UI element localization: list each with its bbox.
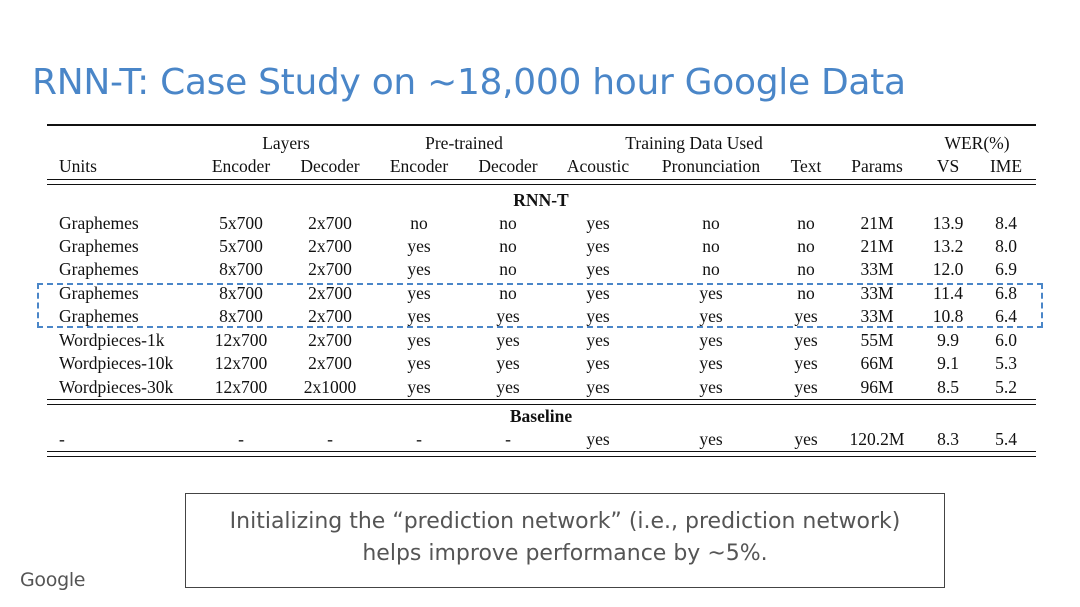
cell-pretrained-decoder: yes <box>496 306 520 326</box>
cell-wer-vs: 13.9 <box>932 213 964 233</box>
cell-params: 21M <box>860 213 894 233</box>
cell-params: 66M <box>860 353 894 373</box>
cell-units: Graphemes <box>59 306 139 326</box>
baseline-cell-pronunciation: yes <box>699 429 723 449</box>
cell-layers-decoder: 2x700 <box>308 236 352 256</box>
cell-pronunciation: yes <box>699 306 723 326</box>
column-header-pretrained-encoder: Encoder <box>389 156 449 176</box>
table-top-rule <box>47 124 1036 126</box>
cell-pretrained-encoder: yes <box>407 283 431 303</box>
cell-wer-vs: 9.1 <box>937 353 959 373</box>
cell-layers-decoder: 2x700 <box>308 259 352 279</box>
cell-pronunciation: yes <box>699 377 723 397</box>
cell-units: Wordpieces-30k <box>59 377 174 397</box>
column-header-text: Text <box>790 156 822 176</box>
cell-layers-encoder: 5x700 <box>219 213 263 233</box>
callout-box <box>185 493 945 588</box>
baseline-cell-pretrained-encoder: - <box>416 429 422 449</box>
cell-units: Wordpieces-10k <box>59 353 174 373</box>
cell-wer-vs: 12.0 <box>932 259 964 279</box>
cell-pretrained-decoder: no <box>499 283 517 303</box>
cell-text: no <box>797 283 815 303</box>
cell-wer-ime: 8.4 <box>995 213 1017 233</box>
cell-wer-ime: 6.8 <box>995 283 1017 303</box>
slide-title: RNN-T: Case Study on ~18,000 hour Google Data <box>32 62 906 103</box>
cell-pronunciation: no <box>702 213 720 233</box>
cell-text: no <box>797 259 815 279</box>
cell-params: 33M <box>860 283 894 303</box>
cell-acoustic: yes <box>586 306 610 326</box>
cell-pretrained-decoder: no <box>499 236 517 256</box>
column-header-layers-decoder: Decoder <box>300 156 360 176</box>
cell-wer-vs: 8.5 <box>937 377 959 397</box>
cell-pretrained-encoder: yes <box>407 259 431 279</box>
cell-text: yes <box>794 377 818 397</box>
cell-layers-decoder: 2x700 <box>308 306 352 326</box>
group-header-wer: WER(%) <box>944 133 1010 153</box>
cell-units: Wordpieces-1k <box>59 330 165 350</box>
cell-layers-decoder: 2x700 <box>308 353 352 373</box>
cell-wer-ime: 6.0 <box>995 330 1017 350</box>
baseline-cell-units: - <box>59 429 65 449</box>
cell-text: yes <box>794 353 818 373</box>
cell-pretrained-decoder: yes <box>496 353 520 373</box>
cell-layers-decoder: 2x700 <box>308 213 352 233</box>
highlight-dashed-box <box>37 283 1043 328</box>
cell-text: yes <box>794 306 818 326</box>
cell-acoustic: yes <box>586 259 610 279</box>
cell-units: Graphemes <box>59 236 139 256</box>
column-header-pronunciation: Pronunciation <box>661 156 761 176</box>
group-header-layers: Layers <box>262 133 310 153</box>
cell-acoustic: yes <box>586 353 610 373</box>
cell-acoustic: yes <box>586 330 610 350</box>
cell-text: no <box>797 213 815 233</box>
cell-layers-encoder: 12x700 <box>214 330 268 350</box>
column-header-params: Params <box>851 156 903 176</box>
cell-pretrained-encoder: yes <box>407 377 431 397</box>
column-header-wer-vs: VS <box>936 156 960 176</box>
cell-pronunciation: yes <box>699 330 723 350</box>
cell-layers-decoder: 2x1000 <box>303 377 357 397</box>
cell-pronunciation: no <box>702 259 720 279</box>
cell-pronunciation: yes <box>699 283 723 303</box>
section-baseline: Baseline <box>509 406 573 426</box>
cell-wer-ime: 5.2 <box>995 377 1017 397</box>
cell-pretrained-encoder: yes <box>407 236 431 256</box>
table-bottom-rule <box>47 451 1036 457</box>
cell-acoustic: yes <box>586 213 610 233</box>
cell-layers-encoder: 12x700 <box>214 377 268 397</box>
cell-pronunciation: no <box>702 236 720 256</box>
google-logo: Google <box>20 569 86 591</box>
cell-layers-encoder: 8x700 <box>219 259 263 279</box>
cell-params: 21M <box>860 236 894 256</box>
callout-line-2: helps improve performance by ~5%. <box>362 541 768 566</box>
group-header-training-data: Training Data Used <box>625 133 763 153</box>
cell-params: 33M <box>860 259 894 279</box>
baseline-cell-acoustic: yes <box>586 429 610 449</box>
column-header-layers-encoder: Encoder <box>211 156 271 176</box>
baseline-cell-params: 120.2M <box>849 429 905 449</box>
cell-pronunciation: yes <box>699 353 723 373</box>
cell-pretrained-encoder: no <box>410 213 428 233</box>
cell-wer-ime: 8.0 <box>995 236 1017 256</box>
cell-pretrained-decoder: yes <box>496 330 520 350</box>
cell-layers-encoder: 8x700 <box>219 283 263 303</box>
cell-wer-ime: 6.9 <box>995 259 1017 279</box>
cell-wer-ime: 5.3 <box>995 353 1017 373</box>
cell-pretrained-encoder: yes <box>407 353 431 373</box>
cell-pretrained-decoder: no <box>499 213 517 233</box>
cell-text: yes <box>794 330 818 350</box>
cell-pretrained-encoder: yes <box>407 330 431 350</box>
baseline-cell-layers-decoder: - <box>327 429 333 449</box>
cell-layers-encoder: 8x700 <box>219 306 263 326</box>
column-header-acoustic: Acoustic <box>566 156 630 176</box>
cell-pretrained-decoder: no <box>499 259 517 279</box>
cell-layers-decoder: 2x700 <box>308 330 352 350</box>
section-rnnt: RNN-T <box>513 190 569 210</box>
cell-wer-vs: 10.8 <box>932 306 964 326</box>
cell-wer-ime: 6.4 <box>995 306 1017 326</box>
baseline-cell-wer-vs: 8.3 <box>937 429 959 449</box>
cell-layers-decoder: 2x700 <box>308 283 352 303</box>
cell-params: 55M <box>860 330 894 350</box>
baseline-rule <box>47 399 1036 405</box>
cell-params: 96M <box>860 377 894 397</box>
cell-units: Graphemes <box>59 259 139 279</box>
cell-acoustic: yes <box>586 236 610 256</box>
baseline-cell-pretrained-decoder: - <box>505 429 511 449</box>
column-header-units: Units <box>59 156 97 176</box>
cell-units: Graphemes <box>59 213 139 233</box>
column-header-wer-ime: IME <box>989 156 1023 176</box>
baseline-cell-wer-ime: 5.4 <box>995 429 1017 449</box>
callout-line-1: Initializing the “prediction network” (i.e., prediction network) <box>229 509 901 534</box>
cell-pretrained-decoder: yes <box>496 377 520 397</box>
cell-wer-vs: 9.9 <box>937 330 959 350</box>
cell-wer-vs: 13.2 <box>932 236 964 256</box>
cell-layers-encoder: 12x700 <box>214 353 268 373</box>
cell-params: 33M <box>860 306 894 326</box>
column-header-pretrained-decoder: Decoder <box>478 156 538 176</box>
cell-acoustic: yes <box>586 377 610 397</box>
cell-wer-vs: 11.4 <box>933 283 963 303</box>
cell-pretrained-encoder: yes <box>407 306 431 326</box>
cell-units: Graphemes <box>59 283 139 303</box>
header-rule <box>47 179 1036 185</box>
cell-acoustic: yes <box>586 283 610 303</box>
cell-layers-encoder: 5x700 <box>219 236 263 256</box>
baseline-cell-text: yes <box>794 429 818 449</box>
group-header-pretrained: Pre-trained <box>425 133 503 153</box>
cell-text: no <box>797 236 815 256</box>
baseline-cell-layers-encoder: - <box>238 429 244 449</box>
